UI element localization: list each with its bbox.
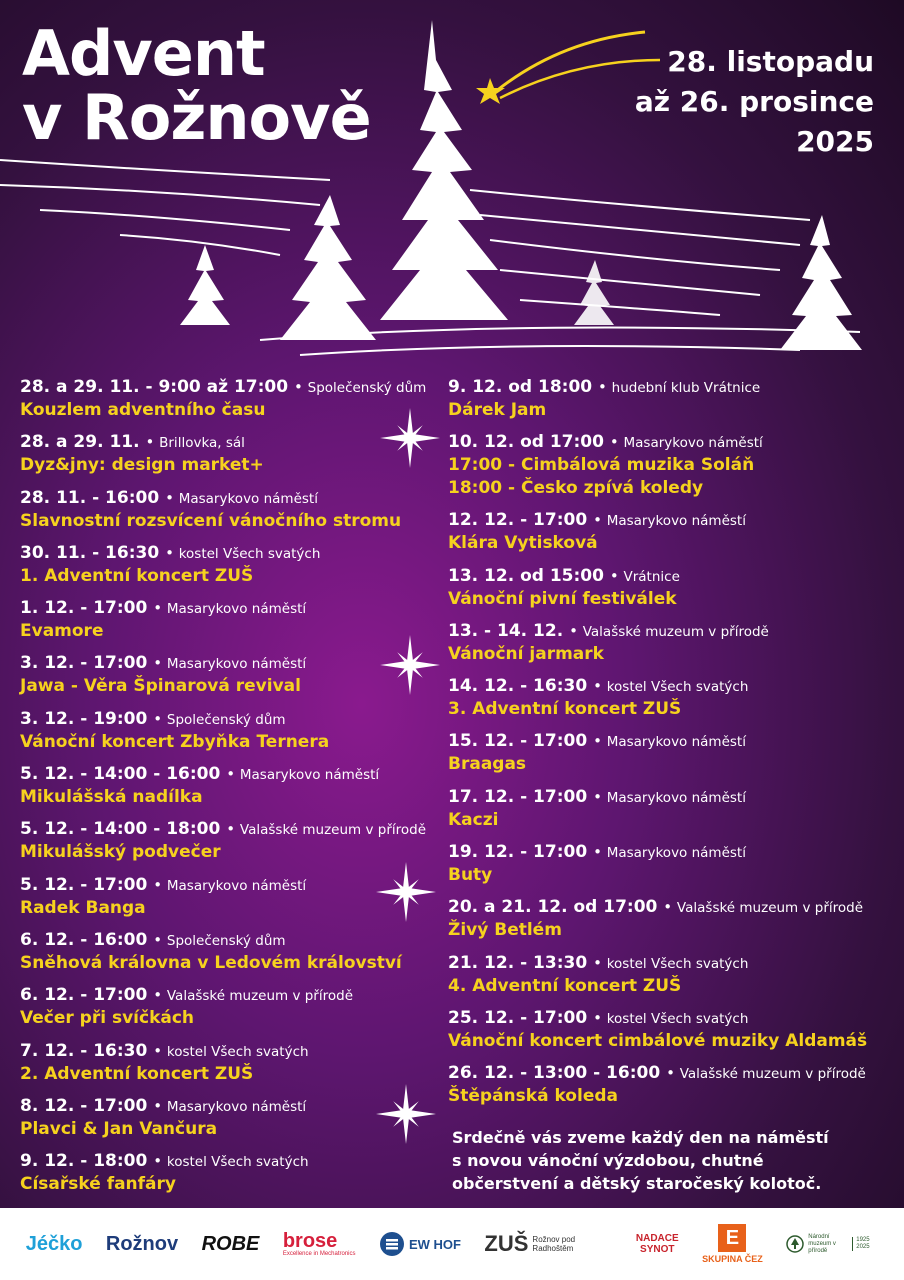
brose-name: brose [282, 1230, 338, 1252]
invitation-text [452, 1126, 882, 1195]
event-time: 10. 12. od 17:00 [448, 432, 604, 453]
event-item [448, 431, 888, 509]
logo-skupina-cez [702, 1224, 763, 1264]
event-title: Vánoční koncert Zbyňka Ternera [20, 731, 330, 752]
event-venue: • Valašské muzeum v přírodě [569, 624, 769, 640]
event-title: Buty [448, 865, 493, 886]
invitation-line-2: s novou vánoční výzdobou, chutné [452, 1151, 764, 1170]
event-venue: • Společenský dům [153, 933, 285, 949]
event-title: Kaczi [448, 809, 499, 830]
event-venue: • Masarykovo náměstí [593, 513, 746, 529]
muzeum-name: Národní muzeum v přírodě [808, 1233, 836, 1254]
event-venue: • Brillovka, sál [146, 435, 245, 451]
event-venue: • Masarykovo náměstí [153, 656, 306, 672]
event-time: 13. - 14. 12. [448, 620, 564, 641]
event-venue: • kostel Všech svatých [153, 1154, 308, 1170]
event-title: Kouzlem adventního času [20, 400, 266, 420]
event-venue: • Masarykovo náměstí [593, 734, 746, 750]
event-time: 9. 12. - 18:00 [20, 1151, 148, 1172]
logo-brose [283, 1231, 356, 1257]
cez-emblem-icon: E [718, 1224, 746, 1252]
event-venue: • Masarykovo náměstí [610, 435, 763, 451]
event-venue: • kostel Všech svatých [593, 956, 748, 972]
event-venue: • Valašské muzeum v přírodě [666, 1066, 866, 1082]
event-title: Jawa - Věra Špinarová revival [20, 676, 301, 697]
event-time: 8. 12. - 17:00 [20, 1095, 148, 1116]
tree-mid-right [574, 260, 614, 325]
event-title: Evamore [20, 621, 104, 642]
nadace-line-2: SYNOT [640, 1244, 675, 1255]
event-title: 2. Adventní koncert ZUŠ [20, 1063, 254, 1084]
cez-name: SKUPINA ČEZ [702, 1254, 763, 1264]
tree-left [280, 195, 376, 340]
event-time: 19. 12. - 17:00 [448, 842, 588, 863]
sparkle-icon [380, 635, 440, 695]
event-title: 17:00 - Cimbálová muzika Soláň [448, 455, 755, 476]
event-time: 26. 12. - 13:00 - 16:00 [448, 1063, 661, 1084]
event-time: 30. 11. - 16:30 [20, 542, 160, 563]
event-venue: • Valašské muzeum v přírodě [226, 822, 426, 838]
event-title: Sněhová královna v Ledovém království [20, 952, 402, 973]
event-title: 3. Adventní koncert ZUŠ [448, 699, 682, 720]
sparkle-icon [376, 862, 436, 922]
event-venue: • Valašské muzeum v přírodě [663, 900, 863, 916]
event-time: 15. 12. - 17:00 [448, 731, 588, 752]
event-item [20, 984, 440, 1039]
event-time: 3. 12. - 17:00 [20, 653, 148, 674]
event-venue: • Společenský dům [294, 380, 426, 396]
zus-subtitle: Rožnov pod Radhoštěm [532, 1235, 576, 1253]
event-time: 12. 12. - 17:00 [448, 510, 588, 531]
event-item [20, 708, 440, 763]
event-item [20, 376, 440, 431]
event-item [448, 952, 888, 1007]
invitation-line-3: občerstvení a dětský staročeský kolotoč. [452, 1174, 822, 1193]
logo-narodni-muzeum [786, 1234, 878, 1255]
invitation-line-1: Srdečně vás zveme každý den na náměstí [452, 1128, 829, 1147]
event-item [448, 786, 888, 841]
event-venue: • Masarykovo náměstí [153, 1099, 306, 1115]
winter-scene-illustration [0, 17, 904, 380]
event-venue: • Masarykovo náměstí [153, 878, 306, 894]
event-time: 14. 12. - 16:30 [448, 676, 588, 697]
date-line-3: 2025 [796, 125, 874, 158]
event-title: Mikulášská nadílka [20, 787, 203, 808]
shooting-star-icon [476, 32, 660, 104]
event-title: Večer při svíčkách [20, 1008, 195, 1029]
event-title: 4. Adventní koncert ZUŠ [448, 975, 682, 996]
event-venue: • Masarykovo náměstí [226, 767, 379, 783]
event-venue: • Masarykovo náměstí [593, 790, 746, 806]
event-item [448, 896, 888, 951]
event-item [448, 620, 888, 675]
event-item [20, 929, 440, 984]
event-title: Císařské fanfáry [20, 1174, 176, 1195]
event-title: Vánoční koncert cimbálové muziky Aldamáš [448, 1030, 868, 1051]
event-venue: • kostel Všech svatých [165, 546, 320, 562]
event-title: Dyz&jny: design market+ [20, 455, 264, 476]
event-title: Klára Vytisková [448, 533, 598, 554]
logo-roznov: Rožnov [105, 1232, 179, 1255]
event-venue: • Masarykovo náměstí [153, 601, 306, 617]
event-venue: • Valašské muzeum v přírodě [153, 988, 353, 1004]
event-venue: • Masarykovo náměstí [593, 845, 746, 861]
event-title: Braagas [448, 754, 527, 775]
event-item [20, 763, 440, 818]
logo-jecko: Jéčko [25, 1232, 83, 1255]
event-title: 18:00 - Česko zpívá koledy [448, 478, 704, 499]
event-time: 17. 12. - 17:00 [448, 786, 588, 807]
event-time: 9. 12. od 18:00 [448, 377, 593, 397]
event-time: 21. 12. - 13:30 [448, 952, 588, 973]
events-right-column [448, 376, 888, 1118]
event-item [448, 509, 888, 564]
event-time: 13. 12. od 15:00 [448, 565, 604, 586]
sparkle-icon [380, 408, 440, 468]
event-title: Slavnostní rozsvícení vánočního stromu [20, 510, 402, 531]
event-title: Živý Betlém [448, 920, 562, 941]
tree-large [380, 20, 508, 320]
nadace-line-1: NADACE [635, 1233, 679, 1244]
event-title: Vánoční jarmark [448, 643, 604, 664]
event-item [20, 652, 440, 707]
sponsor-footer [0, 1208, 904, 1280]
event-time: 5. 12. - 14:00 - 18:00 [20, 819, 221, 840]
event-time: 6. 12. - 17:00 [20, 985, 148, 1006]
tree-far-left [180, 245, 230, 325]
event-time: 28. 11. - 16:00 [20, 487, 160, 508]
title-line-2: v Rožnově [22, 81, 371, 154]
events-left-column [20, 376, 440, 1205]
event-item [448, 1062, 888, 1117]
event-venue: • hudební klub Vrátnice [598, 380, 760, 396]
event-title: Dárek Jam [448, 400, 547, 420]
date-line-1: 28. listopadu [667, 45, 874, 78]
logo-nadace-synot [636, 1233, 679, 1255]
brose-tagline: Excellence in Mechatronics [282, 1251, 356, 1257]
event-title: Vánoční pivní festiválek [448, 588, 677, 609]
event-venue: • Vrátnice [610, 569, 680, 585]
event-time: 20. a 21. 12. od 17:00 [448, 897, 658, 918]
event-item [448, 675, 888, 730]
logo-robe: ROBE [201, 1232, 260, 1255]
muzeum-years: 1925 2025 [852, 1237, 878, 1251]
event-time: 28. a 29. 11. - 9:00 až 17:00 [20, 377, 289, 397]
logo-ewhof [379, 1231, 461, 1257]
event-time: 7. 12. - 16:30 [20, 1040, 148, 1061]
event-title: Mikulášský podvečer [20, 842, 221, 863]
ewhof-name: EW HOF [408, 1236, 461, 1252]
event-time: 6. 12. - 16:00 [20, 929, 148, 950]
event-venue: • kostel Všech svatých [153, 1044, 308, 1060]
event-item [20, 542, 440, 597]
event-time: 3. 12. - 19:00 [20, 708, 148, 729]
title-line-1: Advent [22, 17, 265, 90]
event-item [448, 841, 888, 896]
event-item [20, 597, 440, 652]
event-venue: • Masarykovo náměstí [165, 491, 318, 507]
event-title: Štěpánská koleda [448, 1086, 618, 1107]
muzeum-emblem-icon [786, 1235, 804, 1253]
event-item [448, 1007, 888, 1062]
event-title: Radek Banga [20, 897, 146, 918]
event-venue: • kostel Všech svatých [593, 679, 748, 695]
event-item [448, 730, 888, 785]
event-time: 25. 12. - 17:00 [448, 1007, 588, 1028]
event-title: Plavci & Jan Vančura [20, 1118, 218, 1139]
event-item [20, 431, 440, 486]
event-venue: • Společenský dům [153, 712, 285, 728]
event-item [20, 1150, 440, 1205]
event-time: 5. 12. - 14:00 - 16:00 [20, 764, 221, 785]
event-item [20, 487, 440, 542]
event-venue: • kostel Všech svatých [593, 1011, 748, 1027]
event-time: 1. 12. - 17:00 [20, 598, 148, 619]
event-item [448, 376, 888, 431]
sparkle-icon [376, 1084, 436, 1144]
event-item [448, 565, 888, 620]
date-line-2: až 26. prosince [634, 85, 874, 118]
ewhof-emblem-icon [379, 1231, 405, 1257]
event-time: 28. a 29. 11. [20, 432, 140, 453]
zus-mark: ZUŠ [484, 1231, 529, 1256]
event-time: 5. 12. - 17:00 [20, 874, 148, 895]
logo-zus [484, 1231, 612, 1257]
event-title: 1. Adventní koncert ZUŠ [20, 565, 254, 586]
